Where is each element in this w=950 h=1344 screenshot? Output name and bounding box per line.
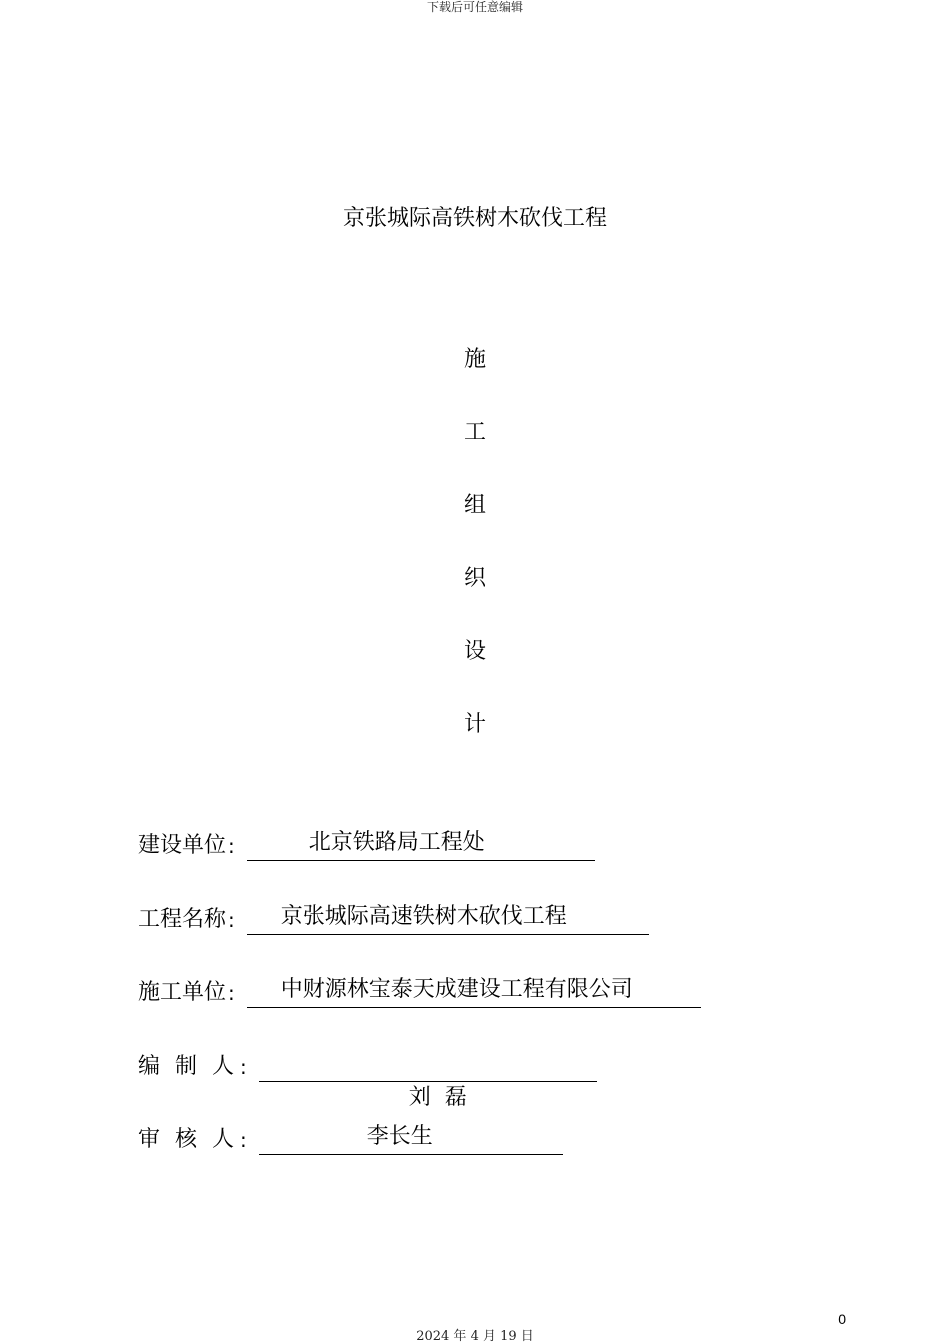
- footer-date: 2024 年 4 月 19 日: [416, 1329, 534, 1344]
- info-row-reviewer: [138, 1120, 838, 1194]
- info-row-project-name: [138, 900, 838, 974]
- info-value-text: 中财源林宝泰天成建设工程有限公司: [280, 977, 633, 1002]
- project-info-block: [138, 826, 838, 1194]
- info-row-compiler: [138, 1047, 838, 1121]
- title-char: 织: [463, 566, 486, 591]
- title-char: 组: [463, 493, 486, 518]
- project-title: 京张城际高铁树木砍伐工程: [342, 206, 607, 231]
- info-value-text: 李长生: [366, 1124, 433, 1149]
- colon: :: [228, 907, 235, 932]
- info-value-underlined: [247, 900, 649, 935]
- info-value-underlined: [259, 1047, 597, 1110]
- vertical-document-title: [0, 342, 950, 780]
- info-row-contractor: [138, 973, 838, 1047]
- info-value-text: 京张城际高速铁树木砍伐工程: [280, 903, 567, 929]
- title-char: 工: [463, 420, 486, 445]
- info-label: 建设单位: [138, 833, 227, 858]
- info-value-underlined: [259, 1120, 563, 1155]
- info-label: 施工单位: [138, 980, 227, 1005]
- info-value-text: 北京铁路局工程处: [308, 830, 485, 855]
- title-char: 计: [463, 712, 486, 737]
- colon: :: [240, 1128, 247, 1152]
- info-label: 审 核 人: [138, 1127, 238, 1152]
- title-char: 设: [463, 639, 486, 664]
- info-value-text: 刘 磊: [408, 1084, 467, 1110]
- info-value-underlined: [247, 826, 595, 861]
- info-label: 工程名称: [138, 906, 227, 932]
- info-row-construction-unit: [138, 826, 838, 900]
- title-char: 施: [463, 347, 486, 372]
- info-value-underlined: [247, 973, 701, 1008]
- header-note: 下载后可任意编辑: [426, 0, 523, 14]
- colon: :: [240, 1054, 247, 1079]
- colon: :: [228, 981, 235, 1005]
- info-label: 编 制 人: [138, 1053, 238, 1079]
- colon: :: [228, 834, 235, 858]
- page-number: 0: [838, 1311, 846, 1327]
